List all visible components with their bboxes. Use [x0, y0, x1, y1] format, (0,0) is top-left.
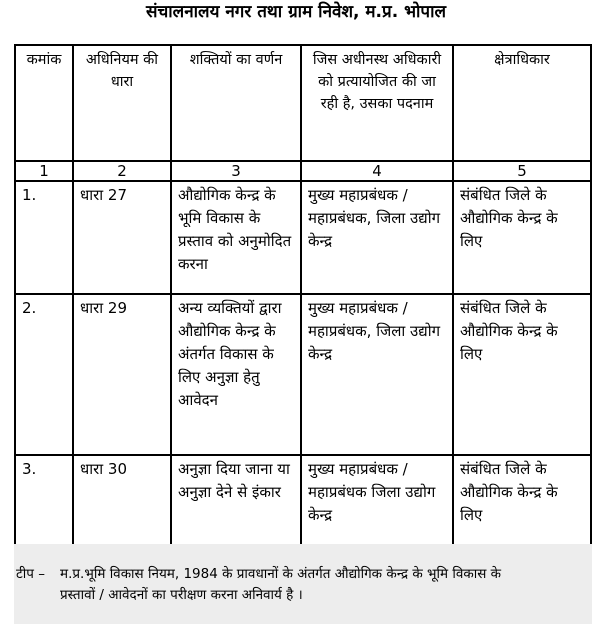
- header-officer: जिस अधीनस्थ अधिकारी को प्रत्यायोजित की जा रही है, उसका पदनाम: [301, 45, 453, 161]
- row-jurisdiction: संबंधित जिले के औद्योगिक केन्द्र के लिए: [453, 181, 591, 294]
- column-number: 4: [301, 161, 453, 181]
- footnote-label: टीप –: [16, 566, 46, 582]
- delegation-table: [14, 44, 592, 549]
- column-number: 5: [453, 161, 591, 181]
- header-section: अधिनियम की धारा: [73, 45, 171, 161]
- column-number: 3: [171, 161, 301, 181]
- page-title: संचालनालय नगर तथा ग्राम निवेश, म.प्र. भोपाल: [145, 2, 447, 22]
- row-jurisdiction: संबंधित जिले के औद्योगिक केन्द्र के लिए: [453, 294, 591, 455]
- footnote: [16, 564, 588, 606]
- row-powers: अन्य व्यक्तियों द्वारा औद्योगिक केन्द्र के अंतर्गत विकास के लिए अनुज्ञा हेतु आवेदन: [171, 294, 301, 455]
- column-number: 2: [73, 161, 171, 181]
- row-serial: 3.: [15, 455, 73, 548]
- row-officer: मुख्य महाप्रबंधक / महाप्रबंधक, जिला उद्योग केन्द्र: [301, 294, 453, 455]
- row-section: धारा 29: [73, 294, 171, 455]
- row-section: धारा 30: [73, 455, 171, 548]
- row-section: धारा 27: [73, 181, 171, 294]
- table-header-row: [15, 45, 591, 161]
- footnote-panel: [14, 544, 592, 624]
- row-officer: मुख्य महाप्रबंधक / महाप्रबंधक, जिला उद्योग केन्द्र: [301, 181, 453, 294]
- table-row: [15, 455, 591, 548]
- footnote-line-1: म.प्र.भूमि विकास नियम, 1984 के प्रावधानों के अंतर्गत औद्योगिक केन्द्र के भूमि विकास के: [60, 566, 502, 582]
- column-number: 1: [15, 161, 73, 181]
- row-serial: 1.: [15, 181, 73, 294]
- row-jurisdiction: संबंधित जिले के औद्योगिक केन्द्र के लिए: [453, 455, 591, 548]
- row-powers: औद्योगिक केन्द्र के भूमि विकास के प्रस्ताव को अनुमोदित करना: [171, 181, 301, 294]
- row-officer: मुख्य महाप्रबंधक / महाप्रबंधक जिला उद्योग केन्द्र: [301, 455, 453, 548]
- header-jurisdiction: क्षेत्राधिकार: [453, 45, 591, 161]
- header-serial: कमांक: [15, 45, 73, 161]
- table-row: [15, 181, 591, 294]
- footnote-line-2: प्रस्तावों / आवेदनों का परीक्षण करना अनिवार्य है ।: [60, 587, 303, 603]
- table-row: [15, 294, 591, 455]
- header-powers: शक्तियों का वर्णन: [171, 45, 301, 161]
- row-serial: 2.: [15, 294, 73, 455]
- column-number-row: [15, 161, 591, 181]
- row-powers: अनुज्ञा दिया जाना या अनुज्ञा देने से इंकार: [171, 455, 301, 548]
